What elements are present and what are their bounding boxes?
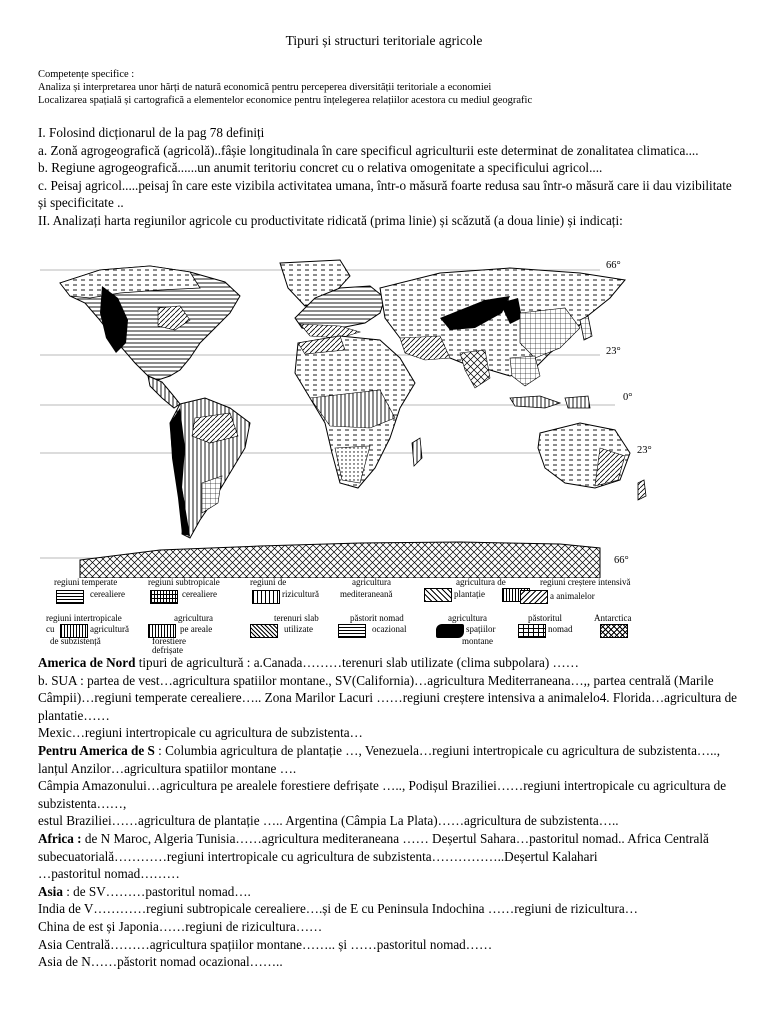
legend-swatch <box>56 590 84 604</box>
answer-line: Asia : de SV………pastoritul nomad…. <box>38 883 251 899</box>
legend-item-mediterranean <box>340 577 393 599</box>
answer-line: Asia de N……păstorit nomad ocazional…….. <box>38 954 283 970</box>
legend-item-subtropical-cereal <box>148 577 220 599</box>
legend-swatch <box>250 624 278 638</box>
legend-label: mediteraneană <box>340 589 393 599</box>
legend-label: plantație <box>454 589 485 599</box>
lat-label-66n: 66° <box>606 260 621 271</box>
legend-swatch <box>338 624 366 638</box>
legend-label: pe areale <box>180 624 213 634</box>
legend-label: Antarctica <box>594 613 632 623</box>
competence-line-2: Localizarea spațială și cartografică a elementelor economice pentru înțelegerea relațiilor acestora cu mediul geografic <box>38 95 533 106</box>
legend-label: regiuni de <box>250 577 287 587</box>
legend-label: agricultura de <box>456 577 506 587</box>
legend-item-temperate-cereal <box>54 577 125 599</box>
legend-item-nomad <box>514 613 573 634</box>
legend-label: regiuni intertropicale <box>46 613 122 623</box>
legend-label: regiuni creștere intensivă <box>540 577 631 587</box>
legend-label: utilizate <box>284 624 313 634</box>
legend-label: ocazional <box>372 624 407 634</box>
legend-swatch <box>150 590 178 604</box>
legend-label: montane <box>462 636 493 646</box>
legend-label: regiuni temperate <box>54 577 118 587</box>
legend-label: nomad <box>548 624 573 634</box>
competence-line-1: Analiza și interpretarea unor hărți de natură economică pentru perceperea diversității teritoriale a economiei <box>38 82 492 93</box>
section2-heading: II. Analizați harta regiunilor agricole cu productivitate ridicată (prima linie) și scăzută (a doua linie) și indicați: <box>38 212 623 228</box>
section1-heading: I. Folosind dicționarul de la pag 78 definiți <box>38 125 265 140</box>
legend-item-intensive-livestock <box>518 577 631 601</box>
legend-item-plantation <box>450 577 506 599</box>
answer-line: Câmpia Amazonului…agricultura pe arealele forestiere defrișate ….., Podișul Braziliei……regiuni intertropicale cu agricultura de subzistenta……, <box>38 778 727 811</box>
legend-label: agricultura <box>448 613 487 623</box>
legend-label: a animalelor <box>550 591 595 601</box>
legend-item-occasional-nomad <box>334 613 407 634</box>
legend-item-poorly-used <box>246 613 319 634</box>
legend-item-rice <box>250 577 319 599</box>
legend-label: forestiere defrișate <box>152 636 186 655</box>
legend-swatch <box>520 590 548 604</box>
page-title: Tipuri și structuri teritoriale agricole <box>285 33 483 48</box>
legend-swatch <box>436 624 464 638</box>
lat-label-66s: 66° <box>614 555 629 566</box>
lat-label-23n: 23° <box>606 346 621 357</box>
definition-b: b. Regiune agrogeografică......un anumit teritoriu concret cu o relativa omogenitate a specificului agricol.... <box>38 160 603 175</box>
answer-line: Mexic…regiuni intertropicale cu agricultura de subzistenta… <box>38 725 363 741</box>
legend-label: terenuri slab <box>274 613 319 623</box>
legend-item-antarctica <box>594 614 631 623</box>
legend-label: cerealiere <box>182 589 217 599</box>
legend-label: regiuni subtropicale <box>148 577 220 587</box>
world-agriculture-map <box>40 258 665 578</box>
legend-label: agricultura <box>174 613 213 623</box>
definition-a: a. Zonă agrogeografică (agricolă)..fâșie longitudinala în care specificul agriculturii este determinat de zonalitatea climatica.... <box>38 142 699 158</box>
answer-line: America de Nord tipuri de agricultură : a.Canada………terenuri slab utilizate (clima subpolara) …… <box>38 655 579 670</box>
legend-label: agricultură <box>90 624 129 634</box>
competences-heading: Competențe specifice : <box>38 69 135 80</box>
legend-item-intertropical-subsistence <box>46 613 129 646</box>
answers-section <box>38 654 738 971</box>
answer-line: …pastoritul nomad……… <box>38 866 180 882</box>
answer-line: Asia Centrală………agricultura spațiilor montane…….. și ……pastoritul nomad…… <box>38 936 493 952</box>
legend-item-forest-cleared <box>144 613 213 655</box>
legend-swatch <box>252 590 280 604</box>
definitions-section <box>38 124 738 229</box>
legend-item-mountain <box>432 613 496 646</box>
lat-label-0: 0° <box>623 392 633 403</box>
lat-label-23s: 23° <box>637 445 652 456</box>
answer-line: India de V…………regiuni subtropicale cerealiere….și de E cu Peninsula Indochina ……regiuni de rizicultura… <box>38 901 638 917</box>
legend-swatch <box>424 588 452 602</box>
world-map-graphic <box>40 258 665 578</box>
answer-line: China de est și Japonia……regiuni de rizicultura…… <box>38 918 323 934</box>
answer-line: b. SUA : partea de vest…agricultura spatiilor montane., SV(California)…agricultura Mediterraneana…,, partea centrală (Marile Câmpii)…regiuni temperate cerealiere….. Zona Marilor Lacuri ……regiuni creștere intensiva a animalelo4. Florida…agricultura de plantatie…… <box>38 672 738 723</box>
legend-swatch <box>600 624 628 638</box>
legend-label: cerealiere <box>90 589 125 599</box>
map-legend <box>40 577 660 655</box>
answer-line: estul Braziliei……agricultura de plantație ….. Argentina (Câmpia La Plata)……agricultura de subzistenta….. <box>38 813 619 829</box>
legend-label: păstorit nomad <box>350 613 404 623</box>
answer-line: Africa : de N Maroc, Algeria Tunisia……agricultura mediteraneana …… Deșertul Sahara…pastoritul nomad.. Africa Centrală subecuatorială…………regiuni intertropicale cu agricultura de subzistenta……………..Deșertul Kalahari <box>38 830 709 864</box>
legend-label: cu <box>46 624 55 634</box>
legend-swatch <box>518 624 546 638</box>
legend-label: păstoritul <box>528 613 562 623</box>
definition-c: c. Peisaj agricol.....peisaj în care este vizibila activitatea umana, într-o măsură foarte redusa sau într-o măsură care ii dau vizibilitate și specificitate .. <box>38 177 732 210</box>
competences-block <box>38 68 738 107</box>
legend-label: rizicultură <box>282 589 319 599</box>
answer-line: Pentru America de S : Columbia agricultura de plantație …, Venezuela…regiuni intertropicale cu agricultura de subzistenta….., lanțul Anzilor…agricultura spatiilor montane …. <box>38 742 720 776</box>
legend-label: de subzistență <box>50 636 101 646</box>
legend-label: agricultura <box>352 577 391 587</box>
legend-label: spațiilor <box>466 624 496 634</box>
